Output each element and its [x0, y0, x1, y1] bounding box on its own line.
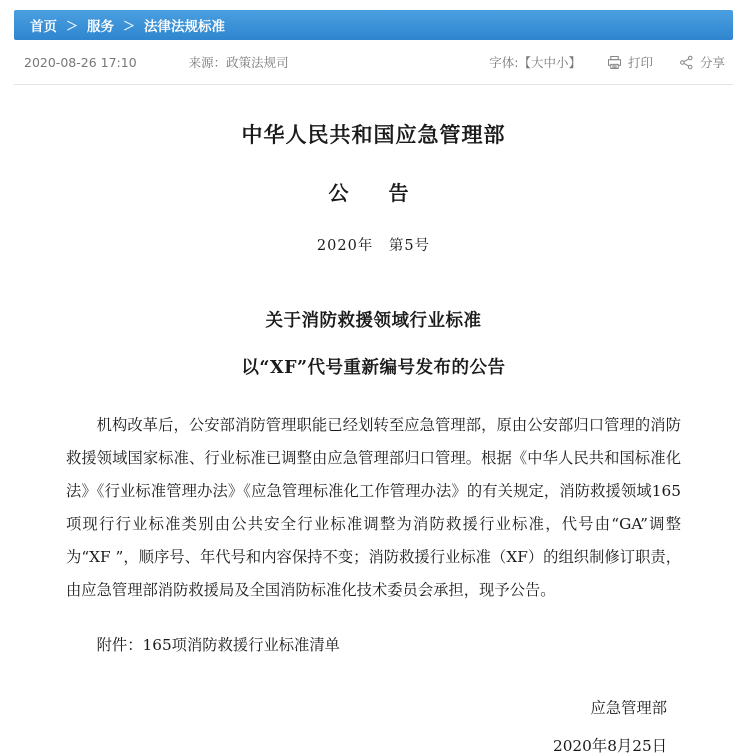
print-button[interactable]: [607, 53, 653, 71]
breadcrumb: [14, 10, 733, 40]
publish-date: 2020-08-26 17:10: [24, 54, 137, 70]
font-size-control[interactable]: 字体:【大中小】: [489, 55, 581, 70]
breadcrumb-item-service[interactable]: 服务: [87, 19, 115, 35]
breadcrumb-separator: ＞: [123, 18, 136, 33]
source-label: 来源：政策法规司: [188, 55, 289, 70]
signature: 应急管理部: [590, 699, 667, 717]
breadcrumb-item-laws-and-standards[interactable]: 法律法规标准: [144, 19, 226, 35]
article-body: [14, 119, 733, 756]
article-meta-bar: [14, 40, 733, 85]
share-icon: [679, 55, 694, 70]
printer-icon: [607, 55, 622, 70]
signature-date: 2020年8月25日: [552, 737, 667, 755]
article-paragraph: 机构改革后，公安部消防管理职能已经划转至应急管理部，原由公安部归口管理的消防救援领域国家标准、行业标准已调整由应急管理部归口管理。根据《中华人民共和国标准化法》《行业标准管理办法》《应急管理标准化工作管理办法》的有关规定，消防救援领域165项现行行业标准类别由公共安全行业标准调整为消防救援行业标准，代号由“GA”调整为“XF ”，顺序号、年代号和内容保持不变；消防救援行业标准（XF）的组织制修订职责，由应急管理部消防救援局及全国消防标准化技术委员会承担，现予公告。: [66, 416, 681, 599]
share-label: 分享: [699, 55, 725, 70]
article-title-line1: 关于消防救援领域行业标准: [265, 311, 482, 331]
document-number: 2020年 第5号: [316, 238, 431, 254]
page-root: [0, 10, 747, 755]
document-type: 公 告: [328, 181, 419, 205]
breadcrumb-separator: ＞: [66, 18, 79, 33]
meta-tools: [489, 53, 725, 71]
attachment-line: 附件：165项消防救援行业标准清单: [96, 636, 340, 654]
share-button[interactable]: [679, 53, 725, 71]
article-title-line2: 以“XF”代号重新编号发布的公告: [241, 358, 506, 378]
issuing-organization: 中华人民共和国应急管理部: [241, 122, 506, 147]
breadcrumb-item-home[interactable]: 首页: [30, 19, 57, 35]
print-label: 打印: [627, 55, 653, 70]
